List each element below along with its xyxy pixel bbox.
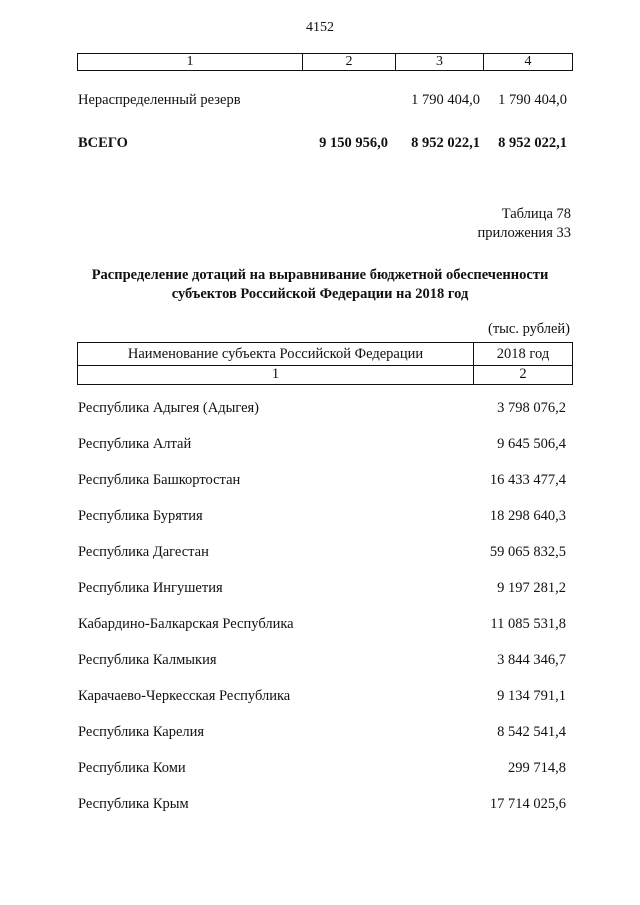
region-name: Карачаево-Черкесская Республика: [78, 688, 291, 704]
region-value: 3 844 346,7: [497, 652, 566, 668]
region-value: 17 714 025,6: [489, 796, 566, 812]
page-number: 4152: [306, 20, 334, 35]
table-caption-line2: приложения 33: [477, 225, 571, 241]
table-caption: [478, 205, 571, 243]
reserve-row-c4: 1 790 404,0: [498, 92, 567, 108]
region-value: 9 645 506,4: [497, 436, 566, 452]
region-value: 11 085 531,8: [490, 616, 566, 632]
top-header-col-1: 1: [78, 54, 303, 70]
table-row: [78, 398, 566, 418]
table-row: [78, 758, 566, 778]
region-name: Республика Башкортостан: [78, 472, 241, 488]
top-header-col-2: 2: [303, 54, 396, 70]
document-title-line1: Распределение дотаций на выравнивание бюджетной обеспеченности: [91, 267, 549, 283]
region-value: 299 714,8: [508, 760, 566, 776]
column-number-1: 1: [78, 366, 474, 384]
reserve-row-label: Нераспределенный резерв: [78, 92, 241, 108]
region-value: 8 542 541,4: [497, 724, 566, 740]
region-name: Республика Крым: [78, 796, 189, 812]
total-row-label: ВСЕГО: [78, 135, 128, 151]
units-label: (тыс. рублей): [488, 321, 570, 337]
region-name: Республика Коми: [78, 760, 186, 776]
column-header-name: Наименование субъекта Российской Федерации: [78, 343, 474, 365]
region-value: 9 197 281,2: [497, 580, 566, 596]
column-number-2: 2: [519, 366, 527, 382]
region-name: Республика Калмыкия: [78, 652, 217, 668]
table-row: [78, 794, 566, 814]
region-name: Республика Адыгея (Адыгея): [78, 400, 260, 416]
document-title: [0, 266, 640, 304]
table-row: [78, 434, 566, 454]
top-header-col-4: 4: [524, 54, 532, 69]
table-row: [78, 614, 566, 634]
table-caption-line1: Таблица 78: [501, 206, 571, 222]
total-row-c3: 8 952 022,1: [411, 135, 480, 151]
total-row-c4: 8 952 022,1: [498, 135, 567, 151]
region-value: 59 065 832,5: [489, 544, 566, 560]
region-name: Республика Ингушетия: [78, 580, 223, 596]
region-value: 3 798 076,2: [497, 400, 566, 416]
region-value: 18 298 640,3: [489, 508, 566, 524]
region-value: 9 134 791,1: [497, 688, 566, 704]
region-value: 16 433 477,4: [489, 472, 566, 488]
reserve-row-c3: 1 790 404,0: [411, 92, 480, 108]
top-header-col-3: 3: [396, 54, 484, 70]
region-name: Республика Карелия: [78, 724, 205, 740]
distribution-table-header: [77, 342, 573, 385]
table-row: [78, 578, 566, 598]
table-row: [78, 722, 566, 742]
document-title-line2: субъектов Российской Федерации на 2018 год: [171, 286, 469, 302]
table-row: [78, 542, 566, 562]
table-row: [78, 686, 566, 706]
region-name: Республика Бурятия: [78, 508, 203, 524]
table-row: [78, 650, 566, 670]
top-table-header: [77, 53, 573, 71]
table-row: [78, 506, 566, 526]
total-row-c2: 9 150 956,0: [319, 135, 388, 151]
region-name: Республика Алтай: [78, 436, 192, 452]
column-header-year: 2018 год: [496, 346, 550, 362]
region-name: Кабардино-Балкарская Республика: [78, 616, 294, 632]
region-name: Республика Дагестан: [78, 544, 209, 560]
table-row: [78, 470, 566, 490]
